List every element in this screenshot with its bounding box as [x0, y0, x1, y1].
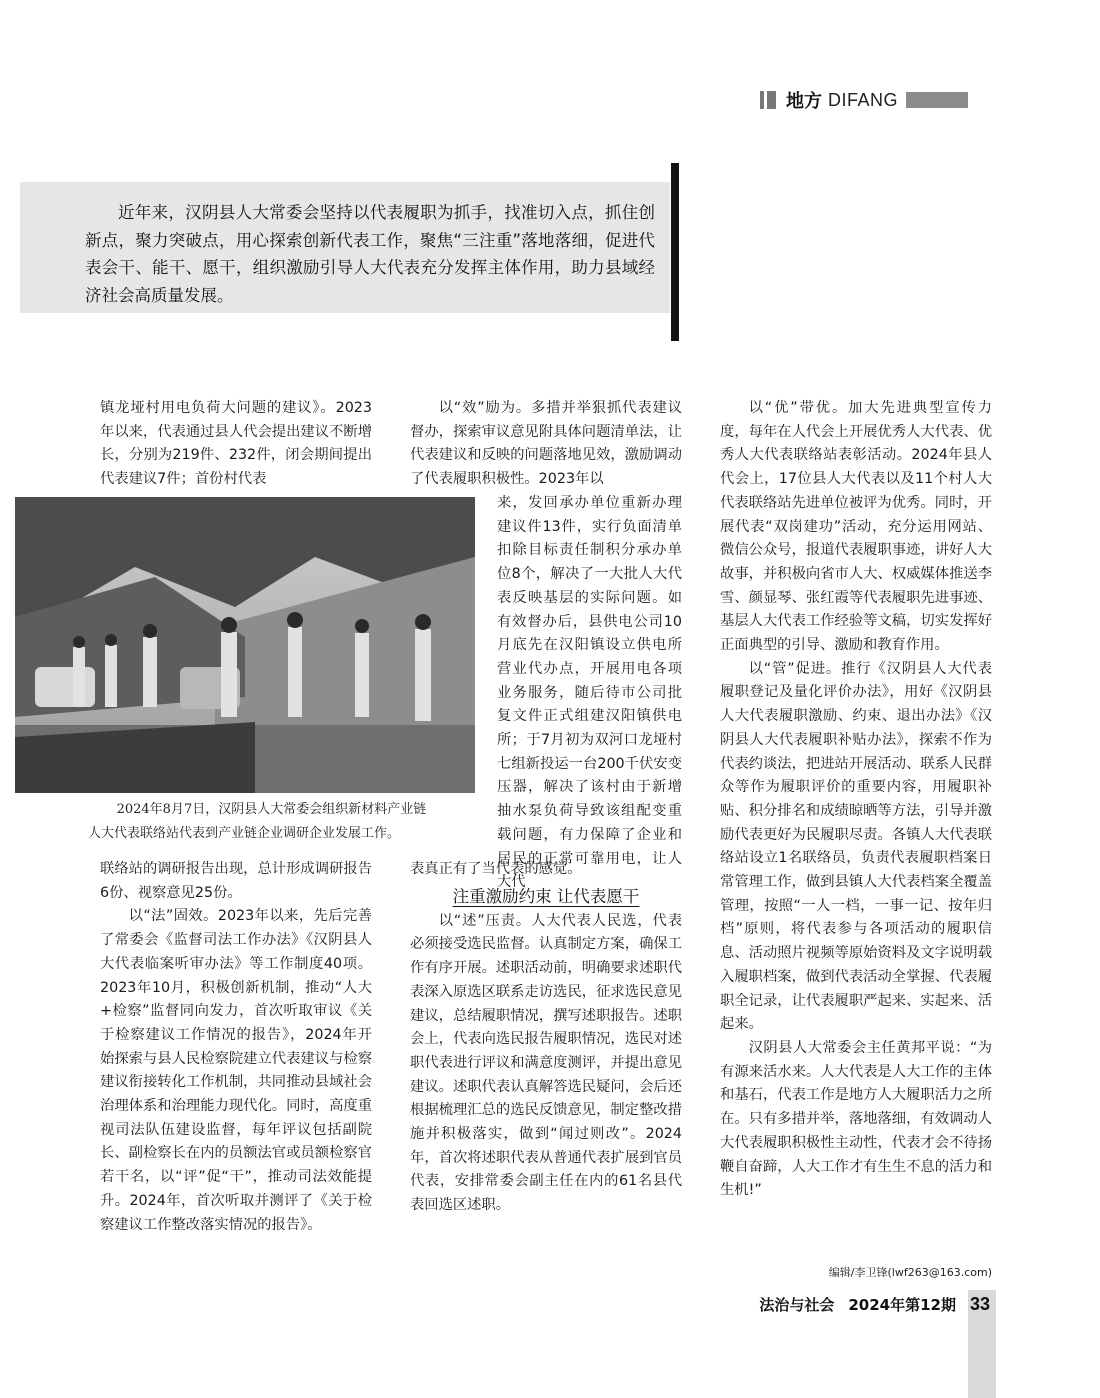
caption-line: 2024年8月7日，汉阴县人大常委会组织新材料产业链 — [116, 802, 427, 817]
paragraph: 镇龙垭村用电负荷大问题的建议》。2023年以来，代表通过县人代会提出建议不断增长，分别为219件、232件，闭会期间提出代表建议7件；首份村代表 — [100, 400, 372, 488]
paragraph: 以“法”固效。2023年以来，先后完善了常委会《监督司法工作办法》《汉阴县人大代表临案听审办法》等工作制度40项。2023年10月，积极创新机制，推动“人大+检察”监督同向发力，首次听取审议《关于检察建议工作情况的报告》，2024年开始探索与县人民检察院建立代表建议与检察建议衔接转化工作机制，共同推动县域社会治理体系和治理能力现代化。同时，高度重视司法队伍建设监督，每年评议包括副院长、副检察长在内的员额法官或员额检察官若干名，以“评”促“干”，推动司法效能提升。2024年，首次听取并测评了《关于检察建议工作整改落实情况的报告》。 — [100, 908, 372, 1233]
section-heading: 注重激励约束 让代表愿干 — [452, 886, 640, 906]
photo-illustration — [15, 497, 475, 793]
header-grey-block — [906, 92, 968, 108]
paragraph: 以“述”压责。人大代表人民选，代表必须接受选民监督。认真制定方案，确保工作有序开展。述职活动前，明确要求述职代表深入原选区联系走访选民，征求选民意见建议，总结履职情况，撰写述职报告。述职会上，代表向选民报告履职情况，选民对述职代表进行评议和满意度测评，并提出意见建议。述职代表认真解答选民疑问，会后还根据梳理汇总的选民反馈意见，制定整改措施并积极落实，做到“闻过则改”。2024年，首次将述职代表从普通代表扩展到官员代表，安排常委会副主任在内的61名县代表回选区述职。 — [410, 912, 682, 1214]
column3 — [720, 397, 992, 1203]
paragraph: 联络站的调研报告出现，总计形成调研报告6份、视察意见25份。 — [100, 861, 372, 901]
paragraph: 以“效”励为。多措并举狠抓代表建议督办，探索审议意见附具体问题清单法，让代表建议和反映的问题落地见效，激励调动了代表履职积极性。2023年以 — [410, 400, 682, 488]
editor-credit: 编辑/李卫锋(lwf263@163.com) — [828, 1266, 992, 1279]
section-header — [760, 88, 992, 112]
header-bar-decoration — [767, 91, 776, 109]
paragraph: 以“管”促进。推行《汉阴县人大代表履职登记及量化评价办法》，用好《汉阴县人大代表履职激励、约束、退出办法》《汉阴县人大代表履职补贴办法》，探索不作为代表约谈法，把进站开展活动、联系人民群众等作为履职评价的重要内容，用履职补贴、积分排名和成绩晾晒等方法，引导并激励代表更好为民履职尽责。各镇人大代表联络站设立1名联络员，负责代表履职档案日常管理工作，做到县镇人大代表档案全覆盖管理，按照“一人一档，一事一记、按年归档”原则，将代表参与各项活动的履职信息、活动照片视频等原始资料及文字说明载入履职档案，做到代表活动全掌握、代表履职全记录，让代表履职严起来、实起来、活起来。 — [720, 660, 992, 1033]
section-title-en: DIFANG — [828, 89, 899, 110]
magazine-name: 法治与社会 — [759, 1295, 835, 1314]
photo-caption — [88, 798, 476, 846]
column2-bottom — [410, 858, 682, 1218]
section-title-cn: 地方 — [786, 91, 822, 112]
column2-narrow — [497, 492, 682, 895]
paragraph: 以“优”带优。加大先进典型宣传力度，每年在人代会上开展优秀人大代表、优秀人大代表联络站表彰活动。2024年县人代会上，17位县人大代表以及11个村人大代表联络站先进单位被评为优秀。同时，开展代表“双岗建功”活动，充分运用网站、微信公众号，报道代表履职事迹，讲好人大故事，并积极向省市人大、权威媒体推送李雪、颜显琴、张红霞等代表履职先进事迹、基层人大代表工作经验等文稿，切实发挥好正面典型的引导、激励和教育作用。 — [720, 400, 992, 654]
lead-paragraph: 近年来，汉阴县人大常委会坚持以代表履职为抓手，找准切入点，抓住创新点，聚力突破点，用心探索创新代表工作，聚焦“三注重”落地落细，促进代表会干、能干、愿干，组织激励引导人大代表充分发挥主体作用，助力县域经济社会高质量发展。 — [85, 203, 655, 305]
column1-top — [100, 397, 372, 492]
lead-vertical-rule — [671, 163, 679, 341]
page-number: 33 — [969, 1293, 990, 1314]
news-photo — [15, 497, 475, 793]
column1-bottom — [100, 858, 372, 1237]
paragraph: 来，发回承办单位重新办理建议件13件，实行负面清单扣除目标责任制积分承办单位8个，解决了一大批人大代表反映基层的实际问题。如有效督办后，县供电公司10月底先在汉阳镇设立供电所营业代办点，开展用电各项业务服务，随后待市公司批复文件正式组建汉阳镇供电所；于7月初为双河口龙垭村七组新投运一台200千伏安变压器，解决了该村由于新增抽水泵负荷导致该组配变重载问题，有力保障了企业和居民的正常可靠用电，让人大代 — [497, 495, 682, 891]
paragraph: 汉阴县人大常委会主任黄邦平说：“为有源来活水来。人大代表是人大工作的主体和基石，代表工作是地方人大履职活力之所在。只有多措并举，落地落细，有效调动人大代表履职积极性主动性，代表才会不待扬鞭自奋蹄，人大工作才有生生不息的活力和生机!” — [720, 1039, 992, 1199]
caption-line: 人大代表联络站代表到产业链企业调研企业发展工作。 — [88, 826, 401, 841]
column2-top — [410, 397, 682, 492]
paragraph: 表真正有了当代表的感觉。 — [410, 861, 582, 877]
lead-box — [20, 182, 670, 313]
header-bar-decoration — [760, 91, 764, 109]
issue-number: 2024年第12期 — [848, 1295, 956, 1314]
page-footer — [730, 1292, 990, 1316]
